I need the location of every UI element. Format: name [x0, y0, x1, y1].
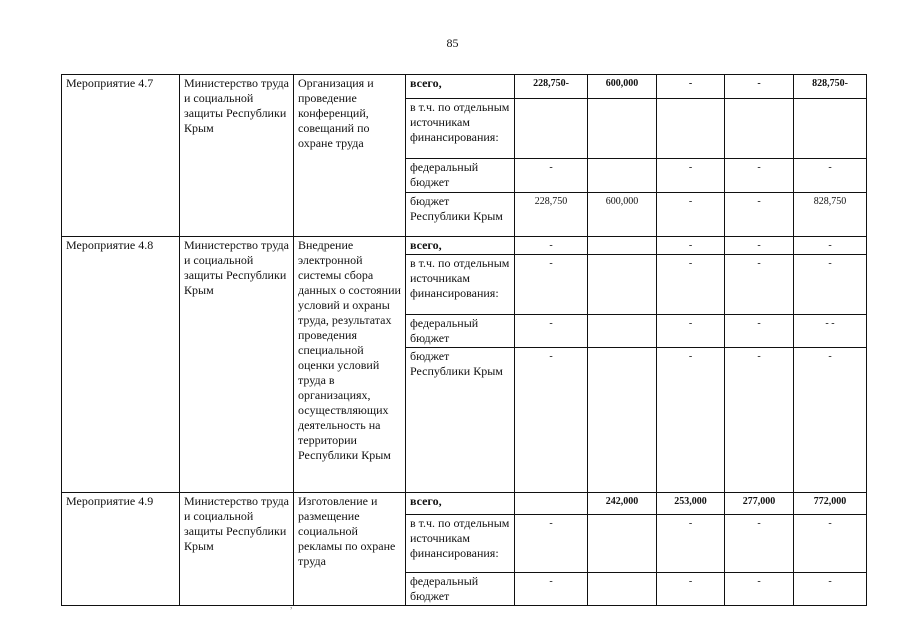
table-row: [62, 493, 867, 515]
funding-type-cell: в т.ч. по отдельным источникам финансирования:: [406, 255, 515, 315]
executor-cell: Министерство труда и социальной защиты Республики Крым: [180, 75, 294, 237]
value-cell: -: [657, 193, 725, 237]
value-cell: -: [657, 573, 725, 606]
scan-artifact-mark: ,: [290, 600, 293, 611]
value-cell: -: [657, 255, 725, 315]
value-cell: [588, 237, 657, 255]
value-cell: 772,000: [794, 493, 867, 515]
value-cell: -: [794, 237, 867, 255]
value-cell: -: [515, 237, 588, 255]
value-cell: -: [794, 573, 867, 606]
activity-cell: Мероприятие 4.7: [62, 75, 180, 237]
value-cell: 828,750: [794, 193, 867, 237]
value-cell: [588, 159, 657, 193]
value-cell: -: [515, 573, 588, 606]
value-cell: [725, 99, 794, 159]
funding-type-cell: бюджет Республики Крым: [406, 348, 515, 493]
value-cell: -: [515, 348, 588, 493]
value-cell: -: [657, 75, 725, 99]
value-cell: -: [657, 315, 725, 348]
page-number: 85: [446, 36, 459, 50]
value-cell: -: [515, 255, 588, 315]
value-cell: [657, 99, 725, 159]
value-cell: [515, 99, 588, 159]
value-cell: -: [794, 255, 867, 315]
value-cell: 828,750-: [794, 75, 867, 99]
funding-type-cell: бюджет Республики Крым: [406, 193, 515, 237]
funding-type-cell: федеральный бюджет: [406, 159, 515, 193]
value-cell: - -: [794, 315, 867, 348]
description-cell: Внедрение электронной системы сбора данных о состоянии условий и охраны труда, результатах проведения специальной оценки условий труда в организациях, осуществляющих деятельность на территории Республики Крым: [294, 237, 406, 493]
table-row: [62, 237, 867, 255]
value-cell: 253,000: [657, 493, 725, 515]
value-cell: -: [725, 75, 794, 99]
value-cell: -: [515, 515, 588, 573]
value-cell: [588, 99, 657, 159]
value-cell: -: [725, 348, 794, 493]
value-cell: 277,000: [725, 493, 794, 515]
value-cell: 228,750: [515, 193, 588, 237]
value-cell: -: [657, 515, 725, 573]
value-cell: -: [657, 348, 725, 493]
description-cell: Организация и проведение конференций, совещаний по охране труда: [294, 75, 406, 237]
value-cell: -: [725, 573, 794, 606]
table-row: [62, 75, 867, 99]
funding-type-cell: всего,: [406, 237, 515, 255]
value-cell: -: [725, 515, 794, 573]
financing-table: [61, 74, 867, 606]
value-cell: 242,000: [588, 493, 657, 515]
value-cell: -: [657, 237, 725, 255]
activity-cell: Мероприятие 4.9: [62, 493, 180, 606]
funding-type-cell: федеральный бюджет: [406, 573, 515, 606]
value-cell: 600,000: [588, 75, 657, 99]
value-cell: -: [515, 315, 588, 348]
value-cell: [588, 255, 657, 315]
value-cell: [515, 493, 588, 515]
value-cell: 228,750-: [515, 75, 588, 99]
value-cell: [588, 573, 657, 606]
value-cell: -: [725, 315, 794, 348]
value-cell: [588, 515, 657, 573]
value-cell: 600,000: [588, 193, 657, 237]
description-cell: Изготовление и размещение социальной рекламы по охране труда: [294, 493, 406, 606]
executor-cell: Министерство труда и социальной защиты Республики Крым: [180, 493, 294, 606]
value-cell: -: [657, 159, 725, 193]
funding-type-cell: всего,: [406, 493, 515, 515]
funding-type-cell: федеральный бюджет: [406, 315, 515, 348]
funding-type-cell: в т.ч. по отдельным источникам финансирования:: [406, 515, 515, 573]
value-cell: -: [794, 348, 867, 493]
funding-type-cell: всего,: [406, 75, 515, 99]
executor-cell: Министерство труда и социальной защиты Республики Крым: [180, 237, 294, 493]
value-cell: -: [725, 193, 794, 237]
value-cell: -: [515, 159, 588, 193]
funding-type-cell: в т.ч. по отдельным источникам финансирования:: [406, 99, 515, 159]
value-cell: -: [725, 237, 794, 255]
value-cell: [794, 99, 867, 159]
value-cell: [588, 315, 657, 348]
activity-cell: Мероприятие 4.8: [62, 237, 180, 493]
value-cell: -: [725, 255, 794, 315]
value-cell: -: [794, 159, 867, 193]
value-cell: -: [794, 515, 867, 573]
value-cell: -: [725, 159, 794, 193]
value-cell: [588, 348, 657, 493]
